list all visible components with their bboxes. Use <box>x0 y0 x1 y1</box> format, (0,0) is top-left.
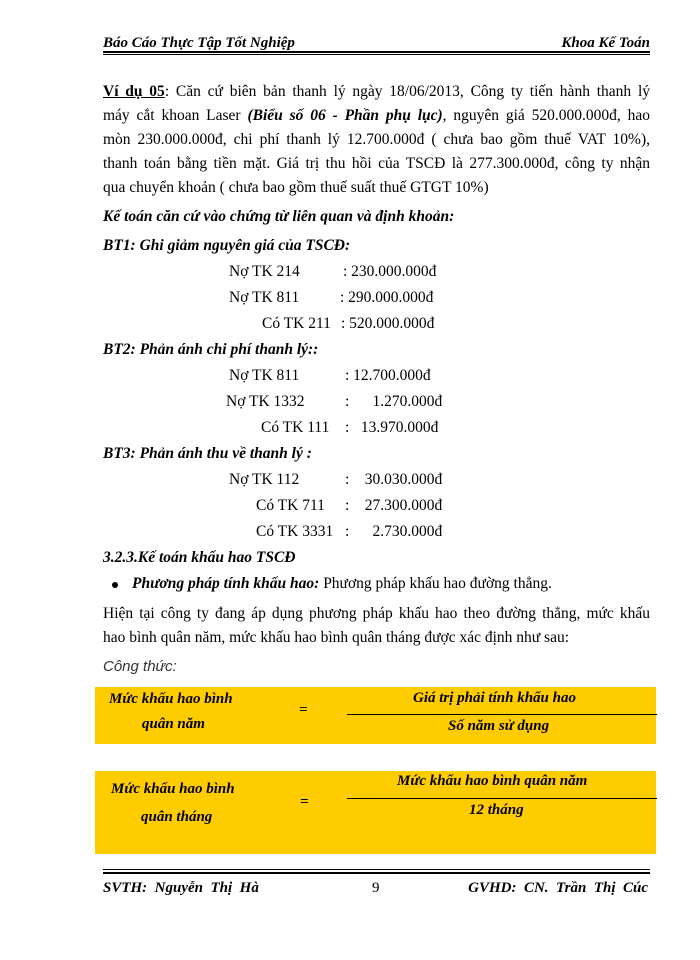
current-paragraph <box>103 602 650 650</box>
formula2-left-line-1: Mức khấu hao bình <box>111 781 235 797</box>
page-number: 9 <box>372 880 380 896</box>
bt3-account-3: Có TK 3331 <box>256 523 334 540</box>
bt2-amount-1: : 12.700.000đ <box>345 367 431 384</box>
bt1-amount-2: : 290.000.000đ <box>340 289 434 306</box>
method-line <box>132 575 552 593</box>
example-appendix-ref: (Biểu số 06 - Phần phụ lục) <box>247 107 443 124</box>
example-line-5: qua chuyển khoản ( chưa bao gồm thuế suất thuế GTGT 10%) <box>103 179 489 196</box>
current-line-2: hao bình quân năm, mức khấu hao bình quân tháng được xác định như sau: <box>103 629 570 646</box>
section-heading: 3.2.3.Kế toán khấu hao TSCĐ <box>103 549 296 566</box>
bt2-title: BT2: Phản ánh chi phí thanh lý:: <box>103 341 319 358</box>
bt2-account-3: Có TK 111 <box>261 419 330 436</box>
footer-divider <box>103 872 650 874</box>
bt2-amount-2: : 1.270.000đ <box>345 393 443 410</box>
formula2-denominator: 12 tháng <box>469 802 524 818</box>
formula-box-annual <box>95 687 656 744</box>
example-paragraph: Ví dụ 05: Căn cứ biên bản thanh lý ngày 18/06/2013, Công ty tiến hành thanh lý máy cắt khoan Laser (Biểu số 06 - Phần phụ lục), nguyên giá 520.000.000đ, hao mòn 230.000.000đ, chi phí thanh lý 12.700.000đ ( chưa bao gồm thuế VAT 10%), thanh toán bằng tiền mặt. Giá trị thu hồi của TSCĐ là 277.300.000đ, công ty nhận qua chuyển khoản ( chưa bao gồm thuế suất thuế GTGT 10%) <box>103 80 650 200</box>
bt1-amount-3: : 520.000.000đ <box>341 315 435 332</box>
bt1-title: BT1: Ghi giảm nguyên giá của TSCĐ: <box>103 237 351 254</box>
bt1-account-3: Có TK 211 <box>262 315 331 332</box>
formula-label: Công thức: <box>103 658 177 675</box>
footer-divider-thin <box>103 869 650 870</box>
bt2-account-1: Nợ TK 811 <box>229 367 300 384</box>
formula-box-monthly <box>95 771 656 854</box>
bullet-icon <box>112 582 118 588</box>
method-label: Phương pháp tính khấu hao: <box>132 575 320 592</box>
example-label: Ví dụ 05 <box>103 83 165 100</box>
footer-advisor: GVHD: CN. Trần Thị Cúc <box>468 880 648 896</box>
bt2-amount-3: : 13.970.000đ <box>345 419 439 436</box>
formula2-equals: = <box>300 794 309 810</box>
bt1-account-2: Nợ TK 811 <box>229 289 300 306</box>
example-line-1: Căn cứ biên bản thanh lý ngày 18/06/2013, Công ty tiến hành thanh lý <box>175 83 650 100</box>
formula1-numerator: Giá trị phải tính khấu hao <box>413 690 576 706</box>
bt3-amount-2: : 27.300.000đ <box>345 497 443 514</box>
formula2-numerator: Mức khấu hao bình quân năm <box>397 773 588 789</box>
header-department: Khoa Kế Toán <box>561 35 650 51</box>
bt2-account-2: Nợ TK 1332 <box>226 393 305 410</box>
formula1-left-line-1: Mức khấu hao bình <box>109 691 233 707</box>
formula1-fraction-bar <box>347 714 657 715</box>
method-text: Phương pháp khấu hao đường thẳng. <box>319 575 552 592</box>
formula1-equals: = <box>299 702 308 718</box>
footer-student: SVTH: Nguyễn Thị Hà <box>103 880 259 896</box>
example-line-2-end: nguyên giá 520.000.000đ, hao <box>453 107 650 124</box>
header-divider-thin <box>103 54 650 55</box>
formula1-left-line-2: quân năm <box>142 716 205 732</box>
bt3-title: BT3: Phản ánh thu về thanh lý : <box>103 445 312 462</box>
intro-heading: Kế toán căn cứ vào chứng từ liên quan và định khoản: <box>103 208 455 225</box>
header-divider <box>103 51 650 53</box>
formula2-fraction-bar <box>347 798 657 799</box>
bt1-amount-1: : 230.000.000đ <box>343 263 437 280</box>
example-line-2-start: máy cắt khoan Laser <box>103 107 248 124</box>
bt3-account-1: Nợ TK 112 <box>229 471 300 488</box>
bt1-account-1: Nợ TK 214 <box>229 263 300 280</box>
current-line-1: Hiện tại công ty đang áp dụng phương pháp khấu hao theo đường thẳng, mức khấu <box>103 605 650 622</box>
formula2-left-line-2: quân tháng <box>141 809 213 825</box>
bt3-amount-1: : 30.030.000đ <box>345 471 443 488</box>
example-line-4: thanh toán bằng tiền mặt. Giá trị thu hồi của TSCĐ là 277.300.000đ, công ty nhận <box>103 155 650 172</box>
header-report-title: Báo Cáo Thực Tập Tốt Nghiệp <box>103 35 295 51</box>
example-line-3: mòn 230.000.000đ, chi phí thanh lý 12.700.000đ ( chưa bao gồm thuế VAT 10%), <box>103 131 650 148</box>
formula1-denominator: Số năm sử dụng <box>448 718 550 734</box>
bt3-account-2: Có TK 711 <box>256 497 325 514</box>
bt3-amount-3: : 2.730.000đ <box>345 523 443 540</box>
